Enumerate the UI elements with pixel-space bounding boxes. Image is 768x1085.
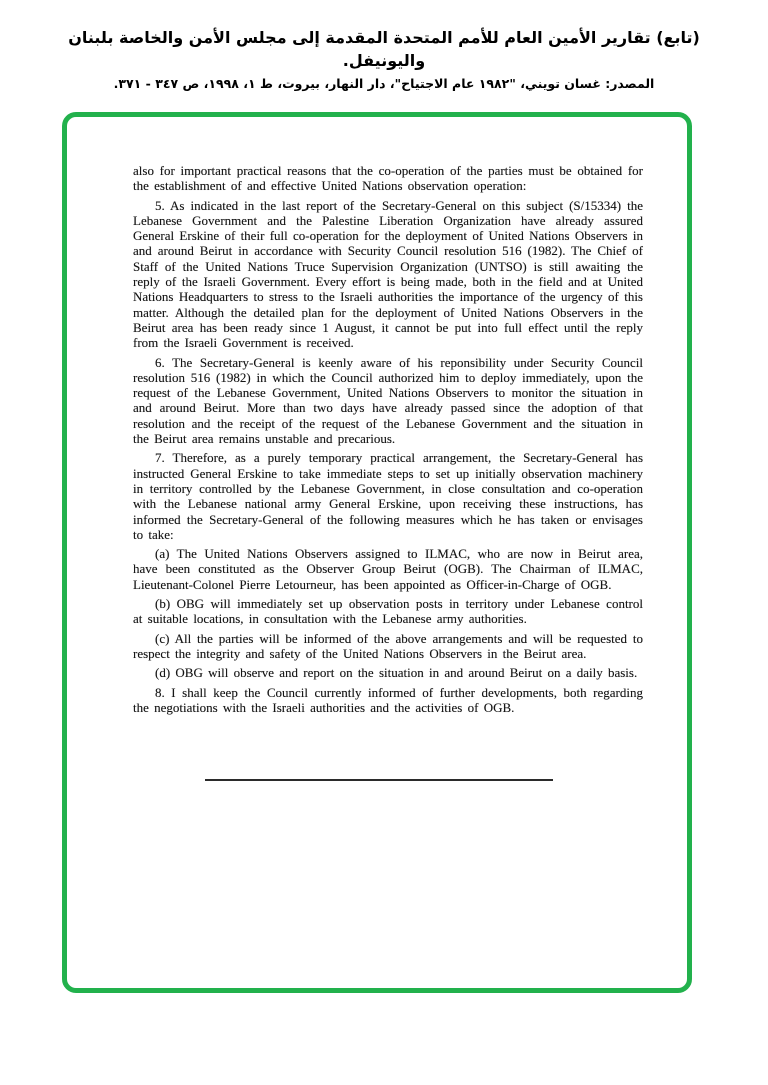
paragraph-c: (c) All the parties will be informed of the above arrangements and will be requested to respect the integrity and safety of the United Nations Observers in the Beirut area. bbox=[133, 630, 643, 661]
paragraph-6: 6. The Secretary-General is keenly aware of his reponsibility under Security Council resolution 516 (1982) in which the Council authorized him to deploy immediately, upon the request of the Lebanese Government, United Nations Observers to monitor the situation in and around Beirut. More than two days have already passed since the adoption of that resolution and the receipt of the request of the Lebanese Government and the situation in the Beirut area remains unstable and precarious. bbox=[133, 354, 643, 447]
document-body bbox=[133, 163, 643, 781]
paragraph-d: (d) OBG will observe and report on the situation in and around Beirut on a daily basis. bbox=[155, 665, 638, 681]
header-title-arabic: (تابع) تقارير الأمين العام للأمم المتحدة المقدمة إلى مجلس الأمن والخاصة بلبنان واليونيفل. bbox=[68, 28, 700, 70]
paragraph-7: 7. Therefore, as a purely temporary practical arrangement, the Secretary-General has instructed General Erskine to take immediate steps to set up initially observation machinery in territory controlled by the Lebanese Government, in close consultation and co-operation with the Lebanese national army General Erskine, upon receiving these instructions, has informed the Secretary-General of the following measures which he has taken or envisages to take: bbox=[133, 450, 643, 542]
document-frame bbox=[62, 112, 692, 993]
paragraph-5: 5. As indicated in the last report of the Secretary-General on this subject (S/15334) the Lebanese Government and the Palestine Liberation Organization have already assured General Erskine of their full co-operation for the deployment of United Nations Observers in and around Beirut in accordance with Security Council resolution 516 (1982). The Chief of Staff of the United Nations Truce Supervision Organization (UNTSO) is still awaiting the reply of the Israeli Government. Every effort is being made, both in the field and at United Nations Headquarters to stress to the Israeli authorities the importance of the urgency of this matter. Although the detailed plan for the deployment of United Nations Observers in the Beirut area has been ready since 1 August, it cannot be put into full effect until the reply from the Israeli Government is received. bbox=[133, 197, 643, 351]
paragraph-a: (a) The United Nations Observers assigned to ILMAC, who are now in Beirut area, have been constituted as the Observer Group Beirut (OGB). The Chairman of ILMAC, Lieutenant-Colonel Pierre Letourneur, has been appointed as Officer-in-Charge of OGB. bbox=[133, 546, 643, 592]
footnote-divider bbox=[205, 779, 553, 781]
header-source-arabic: المصدر: غسان تويني، "١٩٨٢ عام الاجتياح"، دار النهار، بيروت، ط ١، ١٩٩٨، ص ٣٤٧ - ٣٧١. bbox=[113, 76, 655, 91]
paragraph-continuation: also for important practical reasons that the co-operation of the parties must be obtained for the establishment of and effective United Nations observation operation: bbox=[133, 163, 643, 194]
arabic-header bbox=[30, 26, 738, 93]
paragraph-8: 8. I shall keep the Council currently informed of further developments, both regarding the negotiations with the Israeli authorities and the activities of OGB. bbox=[133, 684, 643, 715]
paragraph-b: (b) OBG will immediately set up observation posts in territory under Lebanese control at suitable locations, in consultation with the Lebanese army authorities. bbox=[133, 596, 643, 627]
